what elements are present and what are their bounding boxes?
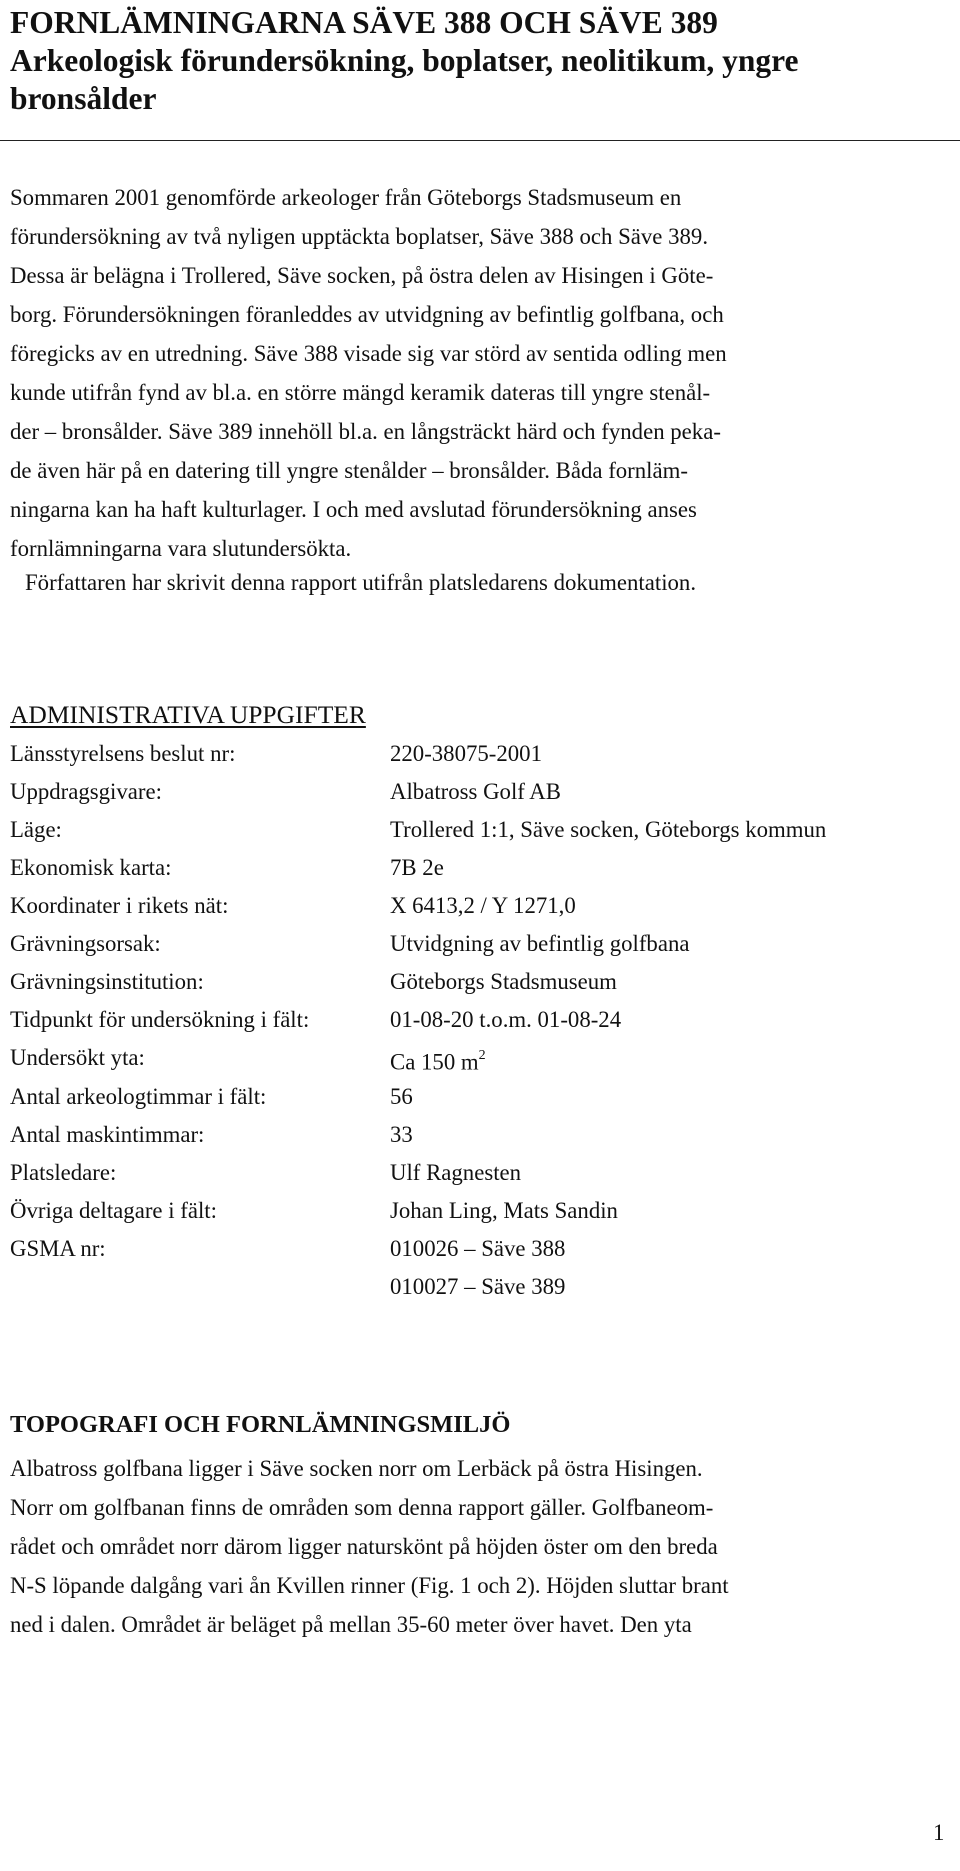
topography-heading: TOPOGRAFI OCH FORNLÄMNINGSMILJÖ bbox=[10, 1411, 511, 1438]
topography-line: Albatross golfbana ligger i Säve socken norr om Lerbäck på östra Hisingen. bbox=[10, 1456, 703, 1481]
admin-row bbox=[10, 735, 950, 773]
title-line: bronsålder bbox=[10, 81, 157, 116]
admin-value bbox=[390, 1039, 486, 1082]
admin-row bbox=[10, 925, 950, 963]
admin-value: 010027 – Säve 389 bbox=[390, 1274, 566, 1299]
admin-value: Trollered 1:1, Säve socken, Göteborgs kommun bbox=[390, 817, 827, 842]
admin-label: Grävningsinstitution: bbox=[10, 969, 204, 994]
intro-line: kunde utifrån fynd av bl.a. en större mängd keramik dateras till yngre stenål- bbox=[10, 380, 711, 405]
title-divider bbox=[0, 140, 960, 141]
admin-label: GSMA nr: bbox=[10, 1236, 106, 1261]
admin-label: Platsledare: bbox=[10, 1160, 117, 1185]
intro-line: de även här på en datering till yngre stenålder – bronsålder. Båda fornläm- bbox=[10, 458, 688, 483]
admin-label: Ekonomisk karta: bbox=[10, 855, 172, 880]
admin-label: Antal maskintimmar: bbox=[10, 1122, 205, 1147]
admin-value: 56 bbox=[390, 1084, 413, 1109]
admin-label: Grävningsorsak: bbox=[10, 931, 161, 956]
intro-line: ningarna kan ha haft kulturlager. I och med avslutad förundersökning anses bbox=[10, 497, 697, 522]
topography-line: N-S löpande dalgång vari ån Kvillen rinner (Fig. 1 och 2). Höjden sluttar brant bbox=[10, 1573, 729, 1598]
page-number: 1 bbox=[933, 1820, 945, 1845]
admin-row bbox=[10, 1116, 950, 1154]
intro-line: der – bronsålder. Säve 389 innehöll bl.a. en långsträckt härd och fynden peka- bbox=[10, 419, 721, 444]
admin-label: Uppdragsgivare: bbox=[10, 779, 162, 804]
admin-label: Övriga deltagare i fält: bbox=[10, 1198, 217, 1223]
admin-row bbox=[10, 1078, 950, 1116]
admin-row bbox=[10, 887, 950, 925]
admin-label: Koordinater i rikets nät: bbox=[10, 893, 229, 918]
admin-label: Tidpunkt för undersökning i fält: bbox=[10, 1007, 310, 1032]
intro-line: Dessa är belägna i Trollered, Säve socken, på östra delen av Hisingen i Göte- bbox=[10, 263, 714, 288]
title-line: FORNLÄMNINGARNA SÄVE 388 OCH SÄVE 389 bbox=[10, 5, 718, 40]
admin-row bbox=[10, 1230, 950, 1268]
admin-value: Johan Ling, Mats Sandin bbox=[390, 1198, 618, 1223]
admin-value: 7B 2e bbox=[390, 855, 444, 880]
intro-line: Sommaren 2001 genomförde arkeologer från Göteborgs Stadsmuseum en bbox=[10, 185, 682, 210]
admin-row bbox=[10, 773, 950, 811]
admin-row bbox=[10, 811, 950, 849]
area-value: Ca 150 m bbox=[390, 1049, 479, 1075]
admin-value: Göteborgs Stadsmuseum bbox=[390, 969, 617, 994]
intro-line: förundersökning av två nyligen upptäckta boplatser, Säve 388 och Säve 389. bbox=[10, 224, 709, 249]
topography-line: rådet och området norr därom ligger naturskönt på höjden öster om den breda bbox=[10, 1534, 718, 1559]
title-line: Arkeologisk förundersökning, boplatser, neolitikum, yngre bbox=[10, 43, 799, 78]
admin-value: 01-08-20 t.o.m. 01-08-24 bbox=[390, 1007, 622, 1032]
admin-value: 220-38075-2001 bbox=[390, 741, 542, 766]
topography-paragraph bbox=[10, 1449, 915, 1644]
area-superscript: 2 bbox=[478, 1048, 486, 1063]
admin-row bbox=[10, 963, 950, 1001]
intro-line: fornlämningarna vara slutundersökta. bbox=[10, 536, 352, 561]
intro-line: borg. Förundersökningen föranleddes av utvidgning av befintlig golfbana, och bbox=[10, 302, 724, 327]
topography-line: ned i dalen. Området är beläget på mellan 35-60 meter över havet. Den yta bbox=[10, 1612, 692, 1637]
document-title bbox=[10, 4, 950, 118]
admin-value: Albatross Golf AB bbox=[390, 779, 561, 804]
admin-row bbox=[10, 1154, 950, 1192]
admin-value: 010026 – Säve 388 bbox=[390, 1236, 566, 1261]
admin-label: Antal arkeologtimmar i fält: bbox=[10, 1084, 267, 1109]
admin-label: Läge: bbox=[10, 817, 62, 842]
admin-heading: ADMINISTRATIVA UPPGIFTER bbox=[10, 700, 366, 729]
admin-row bbox=[10, 1001, 950, 1039]
intro-paragraph bbox=[10, 178, 915, 568]
admin-value: 33 bbox=[390, 1122, 413, 1147]
intro-line: föregicks av en utredning. Säve 388 visade sig var störd av sentida odling men bbox=[10, 341, 727, 366]
admin-value: X 6413,2 / Y 1271,0 bbox=[390, 893, 576, 918]
admin-value: Ulf Ragnesten bbox=[390, 1160, 522, 1185]
admin-value: Utvidgning av befintlig golfbana bbox=[390, 931, 690, 956]
admin-label: Undersökt yta: bbox=[10, 1045, 145, 1070]
admin-row bbox=[10, 1192, 950, 1230]
admin-label: Länsstyrelsens beslut nr: bbox=[10, 741, 236, 766]
topography-line: Norr om golfbanan finns de områden som denna rapport gäller. Golfbaneom- bbox=[10, 1495, 714, 1520]
admin-row bbox=[10, 1039, 950, 1077]
author-note: Författaren har skrivit denna rapport utifrån platsledarens dokumentation. bbox=[25, 570, 697, 595]
admin-row bbox=[10, 1268, 950, 1306]
admin-row bbox=[10, 849, 950, 887]
